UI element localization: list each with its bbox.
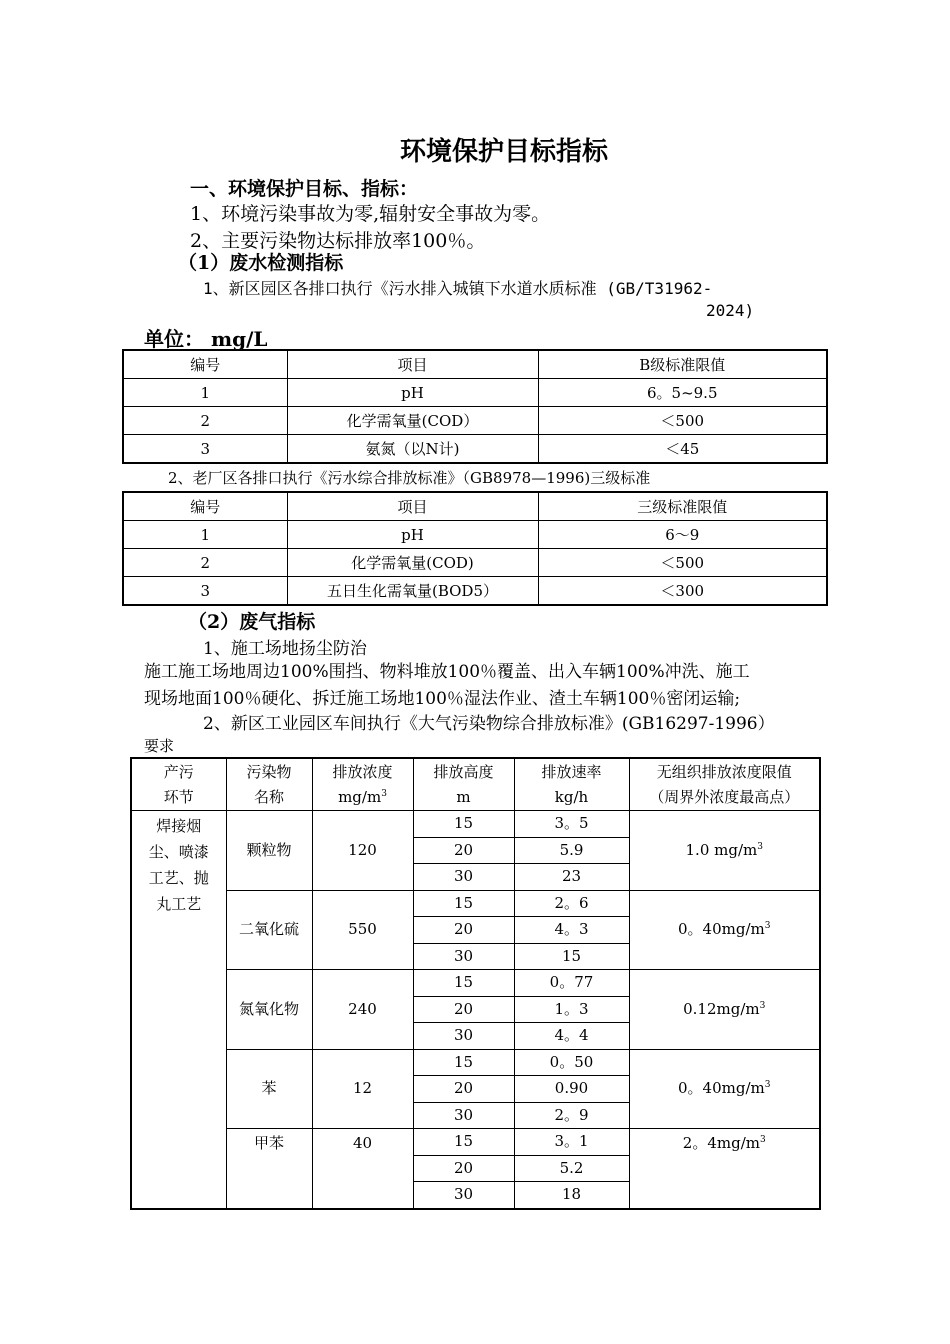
table-cell: pH [287,521,538,549]
wastewater-table-old-area [122,491,828,606]
dust-control-item: 1、施工场地扬尘防治 [203,639,367,659]
table-cell: 1。3 [514,996,629,1023]
fugitive-limit: 0。$40mg/m^3$ [629,890,820,970]
table-cell: 2 [123,407,287,435]
table-cell: 20 [413,996,514,1023]
table-header-row [123,492,827,521]
exhaust-gas-heading: （2）废气指标 [188,611,316,633]
fugitive-limit: 0。$40mg/m^3$ [629,1049,820,1129]
section-heading: 一、环境保护目标、指标： [190,178,419,200]
new-area-standard-note: 1、新区园区各排口执行《污水排入城镇下水道水质标准 (GB/T31962- [203,279,713,298]
table-cell: 0.90 [514,1076,629,1103]
table-header: 项目 [287,492,538,521]
table-cell: 化学需氧量(COD) [287,549,538,577]
fugitive-limit: $0.12mg/m^3$ [629,970,820,1050]
table-cell: 15 [413,1049,514,1076]
table-cell: 4。3 [514,917,629,944]
pollutant-name: 二氧化硫 [226,890,312,970]
pollutant-name: 甲苯 [226,1129,312,1209]
table-cell: 30 [413,864,514,891]
source-process-cell: 焊接烟 尘、喷漆 工艺、抛 丸工艺 [131,811,226,1209]
table-row [123,379,827,407]
table-cell: pH [287,379,538,407]
table-row [123,577,827,606]
table-header: 排放速率 kg/h [514,758,629,811]
table-row [131,811,820,838]
table-cell: 20 [413,1076,514,1103]
table-header: B级标准限值 [538,350,827,379]
table-row [131,890,820,917]
table-row [123,521,827,549]
table-cell: 0。50 [514,1049,629,1076]
table-cell: 20 [413,1155,514,1182]
table-cell: 2。9 [514,1102,629,1129]
table-header: 产污 环节 [131,758,226,811]
table-cell: 20 [413,837,514,864]
table-cell: 3。5 [514,811,629,838]
table-header-row [123,350,827,379]
fugitive-limit: 1.0 $mg/m^3$ [629,811,820,891]
table-header: 排放高度 m [413,758,514,811]
air-emission-table [130,757,821,1210]
table-header: 三级标准限值 [538,492,827,521]
air-standard-note-tail: 要求 [144,737,175,755]
table-header: 污染物 名称 [226,758,312,811]
table-cell: 23 [514,864,629,891]
table-row [123,435,827,464]
table-cell: 15 [413,890,514,917]
table-cell: 30 [413,943,514,970]
table-cell: 2 [123,549,287,577]
pollutant-concentration: 240 [312,970,413,1050]
table-header: 编号 [123,350,287,379]
dust-control-text-1: 施工施工场地周边100%围挡、物料堆放100％覆盖、出入车辆100%冲洗、施工 [144,662,750,682]
table-cell: ＜500 [538,407,827,435]
table-cell: 3 [123,435,287,464]
table-cell: 3。1 [514,1129,629,1156]
table-cell: 3 [123,577,287,606]
table-header-row [131,758,820,811]
table-cell: 5.2 [514,1155,629,1182]
fugitive-limit: 2。$4mg/m^3$ [629,1129,820,1209]
table-cell: 0。77 [514,970,629,997]
table-cell: 30 [413,1182,514,1209]
table-row [131,970,820,997]
table-header: 无组织排放浓度限值 （周界外浓度最高点） [629,758,820,811]
pollutant-concentration: 550 [312,890,413,970]
table-cell: ＜45 [538,435,827,464]
page-title: 环境保护目标指标 [399,137,608,167]
old-area-standard-note: 2、老厂区各排口执行《污水综合排放标准》（GB8978—1996)三级标准 [168,469,651,487]
table-cell: 15 [514,943,629,970]
table-cell: 6。5~9.5 [538,379,827,407]
table-cell: ＜500 [538,549,827,577]
pollutant-concentration: 120 [312,811,413,891]
table-cell: 氨氮（以N计) [287,435,538,464]
table-cell: 4。4 [514,1023,629,1050]
table-cell: 15 [413,970,514,997]
table-header: 排放浓度 $mg/m^3$ [312,758,413,811]
pollutant-concentration: 40 [312,1129,413,1209]
dust-control-text-2: 现场地面100％硬化、拆迁施工场地100％湿法作业、渣土车辆100％密闭运输; [144,689,741,709]
table-row [131,1049,820,1076]
table-cell: 5.9 [514,837,629,864]
table-cell: 15 [413,811,514,838]
pollutant-name: 苯 [226,1049,312,1129]
table-cell: 15 [413,1129,514,1156]
table-cell: 1 [123,521,287,549]
table-cell: 20 [413,917,514,944]
wastewater-table-new-area [122,349,828,464]
wastewater-heading: （1）废水检测指标 [178,252,344,274]
new-area-standard-note-cont: 2024) [706,301,755,320]
unit-label: 单位： mg/L [144,327,268,351]
table-cell: 30 [413,1102,514,1129]
pollutant-name: 氮氧化物 [226,970,312,1050]
table-row [131,1129,820,1156]
table-cell: 18 [514,1182,629,1209]
table-header: 编号 [123,492,287,521]
target-item-2: 2、主要污染物达标排放率100％。 [190,230,486,252]
table-row [123,549,827,577]
table-cell: 1 [123,379,287,407]
table-header: 项目 [287,350,538,379]
table-cell: 化学需氧量(COD） [287,407,538,435]
table-cell: ＜300 [538,577,827,606]
table-cell: 30 [413,1023,514,1050]
pollutant-concentration: 12 [312,1049,413,1129]
table-cell: 五日生化需氧量(BOD5） [287,577,538,606]
air-standard-note: 2、新区工业园区车间执行《大气污染物综合排放标准》(GB16297-1996） [203,714,775,734]
target-item-1: 1、环境污染事故为零,辐射安全事故为零。 [190,203,551,225]
table-cell: 2。6 [514,890,629,917]
table-cell: 6～9 [538,521,827,549]
table-row [123,407,827,435]
pollutant-name: 颗粒物 [226,811,312,891]
